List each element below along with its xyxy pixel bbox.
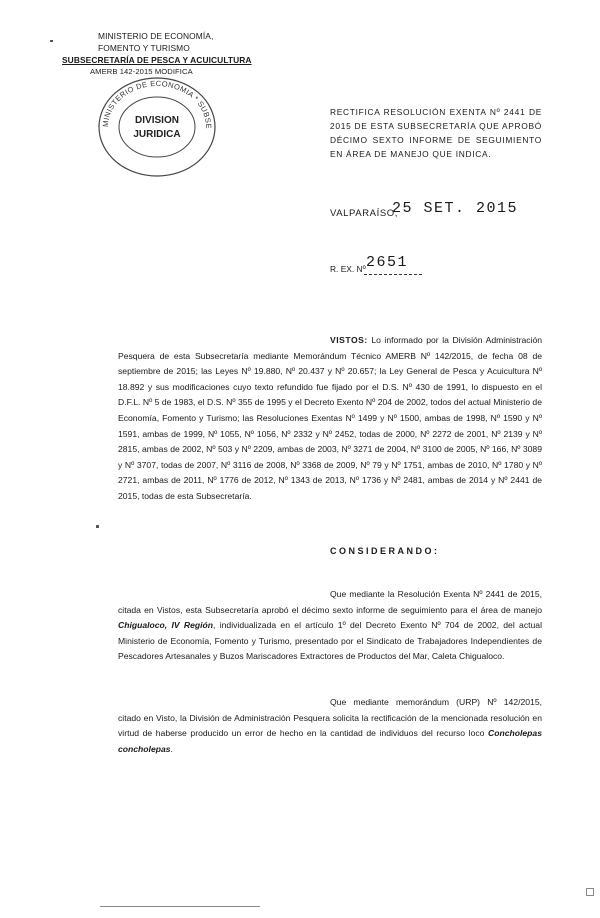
ministry-line-2: FOMENTO Y TURISMO <box>98 43 190 53</box>
stamp-graphic <box>96 75 218 179</box>
para2-body-b: . <box>170 743 173 754</box>
subsecretaria-title: SUBSECRETARÍA DE PESCA Y ACUICULTURA <box>62 55 252 65</box>
date-stamp: 25 SET. 2015 <box>392 200 519 217</box>
para2-body-a: citado en Visto, la División de Administración Pesquera solicita la rectificación de la mencionada resolución en virtud de haberse producido un error de hecho en la cantidad de individuos del recurso loco <box>118 712 542 739</box>
para1-body-b: , individualizada en el artículo 1º del Decreto Exento Nº 704 de 2002, del actual Ministerio de Economía, Fomento y Turismo, presentado por el Sindicato de Trabajadores Independientes de Pescadores Artesanales y Buzos Mariscadores Extractores de Productos del Mar, Caleta Chigualoco. <box>118 620 542 662</box>
footer-rule <box>100 906 260 907</box>
considerando-paragraph-2 <box>118 695 542 757</box>
vistos-intro: Lo informado por la División <box>371 335 483 345</box>
rex-number: 2651 <box>366 254 409 271</box>
species-name: Concholepas concholepas <box>118 728 542 754</box>
vistos-paragraph <box>118 333 542 505</box>
division-juridica-stamp <box>96 75 218 179</box>
place-label: VALPARAÍSO, <box>330 208 399 219</box>
stamp-line-1: DIVISION <box>135 115 179 126</box>
stamp-ring-text: MINISTERIO DE ECONOMIA * SUBSE <box>100 78 214 130</box>
considerando-paragraph-1 <box>118 587 542 665</box>
margin-mark <box>96 525 99 528</box>
scan-mark <box>50 40 53 42</box>
para1-body-a: 2015, citada en Vistos, esta Subsecretaría aprobó el décimo sexto informe de seguimiento para el área de manejo <box>118 589 543 615</box>
footer-mark <box>586 888 594 896</box>
resolution-title: RECTIFICA RESOLUCIÓN EXENTA Nº 2441 DE 2015 DE ESTA SUBSECRETARÍA QUE APROBÓ DÉCIMO SEXTO INFORME DE SEGUIMIENTO EN ÁREA DE MANEJO QUE INDICA. <box>330 107 542 159</box>
letterhead <box>62 30 262 78</box>
ministry-line: MINISTERIO DE ECONOMÍA, <box>98 31 214 41</box>
rex-label: R. EX. Nº <box>330 264 366 274</box>
considerando-heading: CONSIDERANDO: <box>330 546 440 556</box>
para1-intro: Que mediante la Resolución Exenta Nº 2441 de <box>330 589 518 599</box>
vistos-heading: VISTOS: <box>330 335 368 345</box>
amerb-reference: AMERB 142-2015 MODIFICA <box>90 67 193 76</box>
stamp-line-2: JURIDICA <box>133 129 181 140</box>
area-name: Chigualoco, IV Región <box>118 620 214 631</box>
para2-intro: Que mediante memorándum (URP) Nº 142/2015, <box>330 697 542 707</box>
rex-underline <box>364 274 422 275</box>
vistos-body: Administración Pesquera de esta Subsecretaría mediante Memorándum Técnico AMERB Nº 142/2015, de fecha 08 de septiembre de 2015; las Leyes Nº 19.880, Nº 20.437 y Nº 20.657; la Ley General de Pesca y Acuicultura Nº 18.892 y sus modificaciones cuyo texto refundido fue fijado por el D.S. Nº 430 de 1991, lo dispuesto en el D.F.L. Nº 5 de 1983, el D.S. Nº 355 de 1995 y el Decreto Exento Nº 204 de 2002, todos del actual Ministerio de Economía, Fomento y Turismo; las Resoluciones Exentas Nº 1499 y Nº 1500, ambas de 1998, Nº 1590 y Nº 1591, ambas de 1999, Nº 1055, Nº 1056, Nº 2332 y Nº 2452, todas de 2000, Nº 2272 de 2001, Nº 2139 y Nº 2815, ambas de 2002, Nº 503 y Nº 2209, ambas de 2003, Nº 3271 de 2004, Nº 3100 de 2005, Nº 166, Nº 3089 y Nº 3707, todas de 2007, Nº 3116 de 2008, Nº 3368 de 2009, Nº 79 y Nº 1751, ambas de 2010, Nº 1780 y Nº 2721, ambas de 2011, Nº 1776 de 2012, Nº 1343 de 2013, Nº 1736 y Nº 2481, ambas de 2014 y Nº 2441 de 2015, todas de esta Subsecretaría. <box>118 335 542 501</box>
